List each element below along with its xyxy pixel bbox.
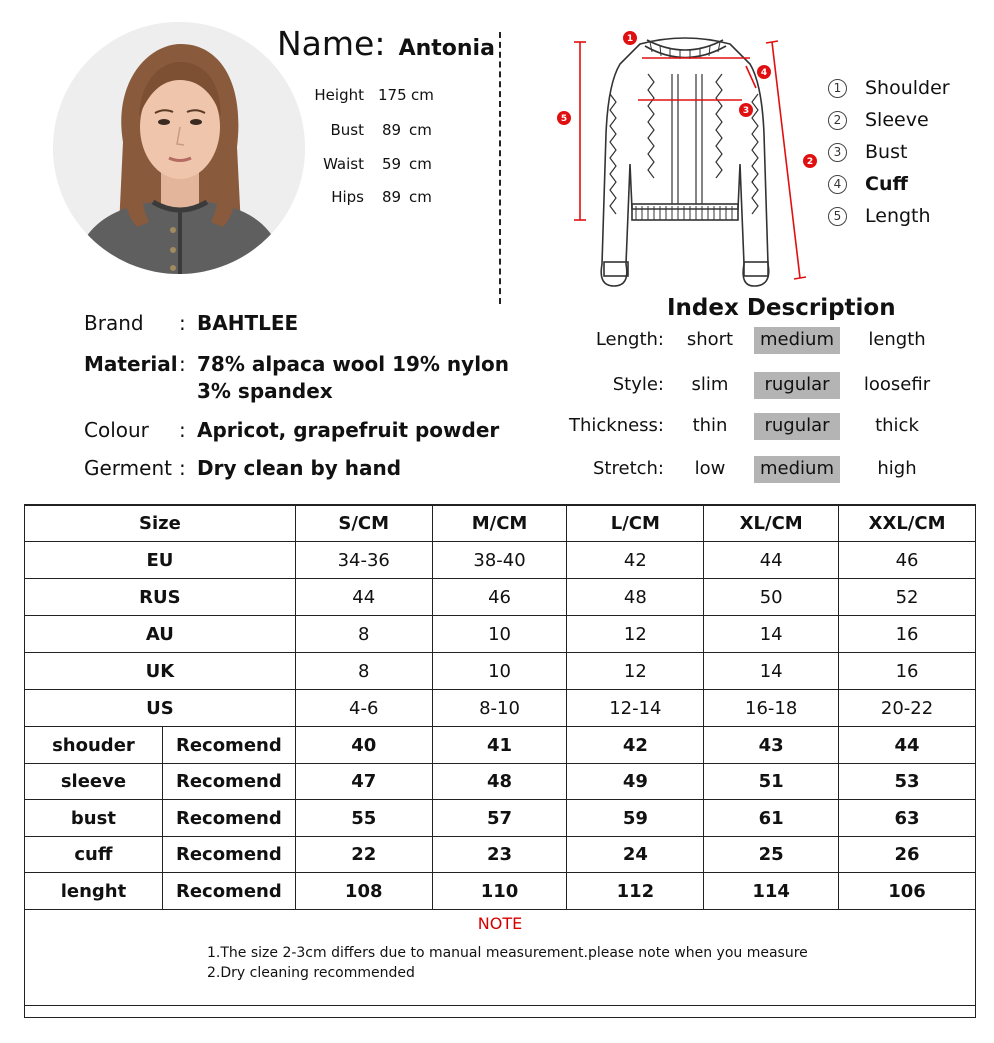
info-colon: : xyxy=(179,352,186,376)
index-row-style xyxy=(520,371,960,401)
measurement-label: Height xyxy=(314,86,364,104)
model-name xyxy=(277,24,495,63)
table-cell: 50 xyxy=(704,579,839,616)
table-cell: 26 xyxy=(839,837,976,873)
table-row-sublabel: Recomend xyxy=(162,800,295,837)
table-cell: 25 xyxy=(704,837,839,873)
index-option: slim xyxy=(691,374,729,395)
info-colon: : xyxy=(179,456,186,480)
table-cell: 40 xyxy=(295,727,432,764)
table-header-cell: XXL/CM xyxy=(839,506,976,542)
index-option-selected: rugular xyxy=(754,413,840,440)
table-cell: 48 xyxy=(432,764,567,800)
table-cell: 61 xyxy=(704,800,839,837)
table-cell: 8-10 xyxy=(432,690,567,727)
note-title: NOTE xyxy=(477,914,523,933)
table-cell: 44 xyxy=(839,727,976,764)
table-row xyxy=(25,616,976,653)
legend-number: 2 xyxy=(828,111,847,130)
table-cell: 42 xyxy=(567,542,704,579)
table-row-label: UK xyxy=(25,653,296,690)
legend-number: 3 xyxy=(828,143,847,162)
table-cell: 57 xyxy=(432,800,567,837)
table-cell: 34-36 xyxy=(295,542,432,579)
index-option: length xyxy=(868,329,926,350)
index-label: Thickness: xyxy=(568,415,664,436)
measurement-unit: cm xyxy=(409,121,432,139)
measurement-value: 89 xyxy=(382,188,402,206)
table-row xyxy=(25,579,976,616)
table-cell: 12-14 xyxy=(567,690,704,727)
note-row xyxy=(25,910,976,1006)
table-cell: 46 xyxy=(432,579,567,616)
index-row-thickness xyxy=(520,412,960,442)
info-value: Apricot, grapefruit powder xyxy=(197,418,500,442)
table-row-label: cuff xyxy=(25,837,163,873)
table-cell: 49 xyxy=(567,764,704,800)
info-key: Material xyxy=(84,352,178,376)
diagram-marker: 2 xyxy=(806,157,814,167)
index-description-title: Index Description xyxy=(667,295,896,321)
measurement-unit: cm xyxy=(411,86,434,104)
table-cell: 44 xyxy=(295,579,432,616)
legend-label: Length xyxy=(865,205,931,227)
measurement-label: Bust xyxy=(330,121,364,139)
dashed-divider xyxy=(499,32,501,304)
note-cell xyxy=(25,910,976,1006)
legend-item-cuff xyxy=(828,168,950,200)
table-row-label: bust xyxy=(25,800,163,837)
measurement-height xyxy=(0,86,364,106)
index-option: high xyxy=(877,458,917,479)
table-header-cell: M/CM xyxy=(432,506,567,542)
legend-label: Sleeve xyxy=(865,109,929,131)
table-row xyxy=(25,837,976,873)
product-colour xyxy=(84,418,504,444)
info-key: Brand xyxy=(84,311,144,335)
index-option: thick xyxy=(875,415,919,436)
table-cell: 59 xyxy=(567,800,704,837)
product-material xyxy=(84,352,510,406)
index-option: short xyxy=(686,329,734,350)
table-cell: 112 xyxy=(567,873,704,910)
table-cell: 114 xyxy=(704,873,839,910)
info-value: BAHTLEE xyxy=(197,311,299,335)
table-row-label: sleeve xyxy=(25,764,163,800)
table-cell: 10 xyxy=(432,653,567,690)
sweater-diagram xyxy=(550,24,820,294)
info-value: Dry clean by hand xyxy=(197,456,402,480)
index-option-selected: medium xyxy=(754,456,840,483)
measurement-label: Hips xyxy=(331,188,364,206)
name-label: Name: xyxy=(277,24,386,63)
index-option: low xyxy=(694,458,726,479)
product-brand xyxy=(84,311,504,337)
table-cell: 4-6 xyxy=(295,690,432,727)
table-cell: 63 xyxy=(839,800,976,837)
table-row xyxy=(25,764,976,800)
table-cell: 23 xyxy=(432,837,567,873)
measurement-value: 59 xyxy=(382,155,402,173)
table-row-label: US xyxy=(25,690,296,727)
table-row-label: RUS xyxy=(25,579,296,616)
table-row xyxy=(25,542,976,579)
table-cell: 48 xyxy=(567,579,704,616)
table-row xyxy=(25,690,976,727)
table-cell: 41 xyxy=(432,727,567,764)
diagram-marker: 5 xyxy=(560,114,568,124)
table-cell: 20-22 xyxy=(839,690,976,727)
table-cell: 46 xyxy=(839,542,976,579)
model-photo xyxy=(53,22,305,274)
table-cell: 22 xyxy=(295,837,432,873)
legend-item-length xyxy=(828,200,950,232)
table-row-label: shouder xyxy=(25,727,163,764)
table-row xyxy=(25,727,976,764)
table-cell: 8 xyxy=(295,616,432,653)
table-cell: 10 xyxy=(432,616,567,653)
legend-number: 4 xyxy=(828,175,847,194)
table-cell: 16 xyxy=(839,616,976,653)
index-option: loosefir xyxy=(863,374,931,395)
note-line: 2.Dry cleaning recommended xyxy=(207,965,415,981)
index-row-length xyxy=(520,326,960,356)
table-row xyxy=(25,800,976,837)
product-garment xyxy=(84,456,504,482)
measurement-legend xyxy=(828,72,950,232)
diagram-marker: 4 xyxy=(760,68,768,78)
info-colon: : xyxy=(179,311,186,335)
measurement-waist xyxy=(0,155,364,175)
measurement-bust xyxy=(0,121,364,141)
table-row-sublabel: Recomend xyxy=(162,837,295,873)
name-value: Antonia xyxy=(398,36,495,61)
table-row-label: lenght xyxy=(25,873,163,910)
info-value: 78% alpaca wool 19% nylon xyxy=(197,352,510,376)
size-chart-table xyxy=(24,505,976,1006)
note-line: 1.The size 2-3cm differs due to manual measurement.please note when you measure xyxy=(207,945,808,961)
table-cell: 43 xyxy=(704,727,839,764)
table-row-label: AU xyxy=(25,616,296,653)
table-header-cell: XL/CM xyxy=(704,506,839,542)
table-cell: 44 xyxy=(704,542,839,579)
measurement-hips xyxy=(0,188,364,208)
index-option-selected: medium xyxy=(754,327,840,354)
table-cell: 12 xyxy=(567,616,704,653)
table-cell: 51 xyxy=(704,764,839,800)
table-cell: 42 xyxy=(567,727,704,764)
table-header-row xyxy=(25,506,976,542)
table-row-sublabel: Recomend xyxy=(162,873,295,910)
table-row-sublabel: Recomend xyxy=(162,764,295,800)
table-row-label: EU xyxy=(25,542,296,579)
table-cell: 47 xyxy=(295,764,432,800)
measurement-unit: cm xyxy=(409,155,432,173)
table-header-cell: S/CM xyxy=(295,506,432,542)
table-cell: 108 xyxy=(295,873,432,910)
info-key: Colour xyxy=(84,418,149,442)
table-cell: 55 xyxy=(295,800,432,837)
info-key: Germent xyxy=(84,456,172,480)
table-cell: 8 xyxy=(295,653,432,690)
table-cell: 16-18 xyxy=(704,690,839,727)
measurement-label: Waist xyxy=(323,155,364,173)
index-label: Length: xyxy=(595,329,664,350)
table-cell: 12 xyxy=(567,653,704,690)
index-label: Stretch: xyxy=(593,458,664,479)
legend-item-sleeve xyxy=(828,104,950,136)
index-label: Style: xyxy=(612,374,664,395)
table-row xyxy=(25,873,976,910)
table-cell: 110 xyxy=(432,873,567,910)
table-cell: 24 xyxy=(567,837,704,873)
legend-label: Shoulder xyxy=(865,77,950,99)
legend-label: Bust xyxy=(865,141,908,163)
info-value-line2: 3% spandex xyxy=(197,379,333,403)
measurement-value: 89 xyxy=(382,121,402,139)
table-header-cell: Size xyxy=(25,506,296,542)
index-option: thin xyxy=(692,415,728,436)
legend-item-bust xyxy=(828,136,950,168)
table-cell: 106 xyxy=(839,873,976,910)
diagram-marker: 1 xyxy=(626,34,634,44)
index-row-stretch xyxy=(520,455,960,485)
measurement-value: 175 xyxy=(378,86,407,104)
table-row xyxy=(25,653,976,690)
legend-item-shoulder xyxy=(828,72,950,104)
info-colon: : xyxy=(179,418,186,442)
table-cell: 53 xyxy=(839,764,976,800)
index-option-selected: rugular xyxy=(754,372,840,399)
table-cell: 14 xyxy=(704,616,839,653)
table-cell: 14 xyxy=(704,653,839,690)
table-cell: 38-40 xyxy=(432,542,567,579)
legend-number: 1 xyxy=(828,79,847,98)
legend-label: Cuff xyxy=(865,173,908,195)
measurement-unit: cm xyxy=(409,188,432,206)
table-row-sublabel: Recomend xyxy=(162,727,295,764)
table-cell: 16 xyxy=(839,653,976,690)
diagram-marker: 3 xyxy=(742,106,750,116)
legend-number: 5 xyxy=(828,207,847,226)
table-cell: 52 xyxy=(839,579,976,616)
table-header-cell: L/CM xyxy=(567,506,704,542)
